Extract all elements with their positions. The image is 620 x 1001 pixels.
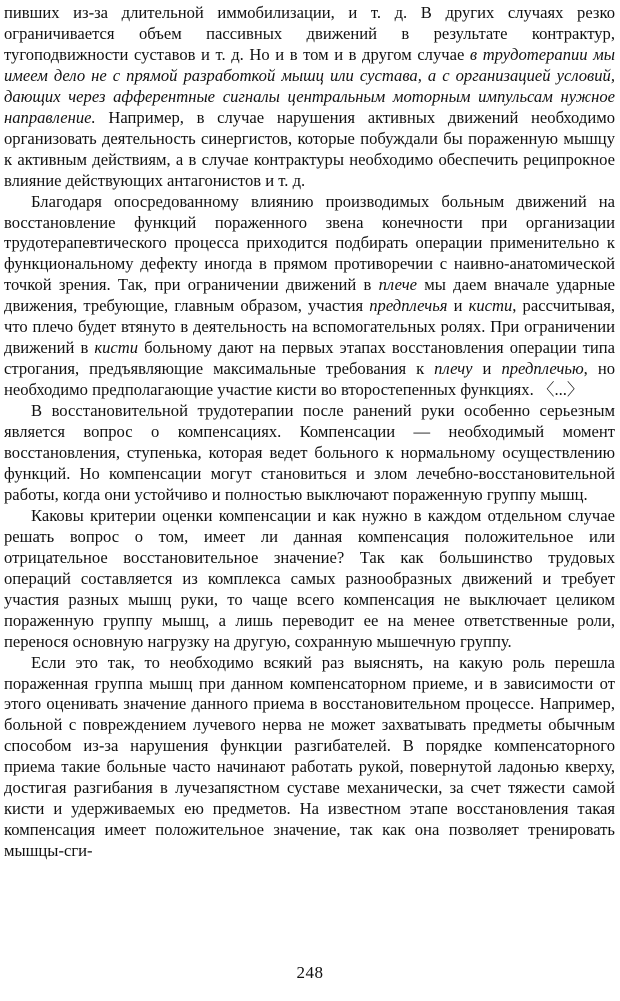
text-run: , но необходимо предполагающие участие кисти во второстепенных функциях. 〈...〉 xyxy=(4,359,615,400)
text-run: В восстановительной трудотерапии после ранений руки особенно серьезным является вопрос о компенсациях. Компенсации — необходимый момент восстановления, ступенька, которая ведет больного к нормальному осуществлению функций. Но компенсации могут становиться и злом лечебно-восстановительной работы, когда они устойчиво и полностью выключают пораженную группу мышц. xyxy=(4,401,615,504)
text-run: и xyxy=(447,296,469,316)
italic-text-run: плече xyxy=(378,275,417,295)
text-run: мы даем вначале ударные движения, требующие, главным образом, участия xyxy=(4,275,615,316)
page-body-text xyxy=(4,3,615,862)
text-run: Благодаря опосредованному влиянию производимых больным движений на восстановление функций пораженного звена конечности при организации трудотерапевтического процесса приходится подбирать операции применительно к функциональному дефекту иногда в прямом противоречии с наивно-анатомической точкой зрения. Так, при ограничении движений в xyxy=(4,191,615,295)
text-run: Если это так, то необходимо всякий раз выяснять, на какую роль перешла пораженная группа мышц при данном компенсаторном приеме, и в зависимости от этого оценивать значение данного приема в восстановительном процессе. Например, больной с повреждением лучевого нерва не может захватывать предметы обычным способом из-за нарушения функции разгибателей. В порядке компенсаторного приема такие больные часто начинают работать рукой, повернутой ладонью кверху, достигая разгибания в лучезапястном суставе механически, за счет тяжести самой кисти и удерживаемых ею предметов. На известном этапе восстановления такая компенсация имеет положительное значение, так как она позволяет тренировать мышцы-сги- xyxy=(4,652,615,861)
text-run: пивших из-за длительной иммобилизации, и т. д. В других случаях резко ограничивается объем пассивных движений в результате контрактур, тугоподвижности суставов и т. д. Но и в том и в другом случае xyxy=(4,3,615,64)
text-run: больному дают на первых этапах восстановления операции типа строгания, предъявляющие максимальные требования к xyxy=(4,338,615,379)
text-run: , рассчитывая, что плечо будет втянуто в деятельность на вспомогательных ролях. При ограничении движений в xyxy=(4,296,616,358)
paragraph xyxy=(4,653,615,863)
paragraph xyxy=(4,506,615,653)
paragraph xyxy=(4,401,615,506)
paragraph xyxy=(4,3,615,192)
italic-text-run: плечу xyxy=(434,359,473,379)
text-run: Например, в случае нарушения активных движений необходимо организовать деятельность синергистов, которые побуждали бы пораженную мышцу к активным действиям, а в случае контрактуры необходимо обеспечить реципрокное влияние действующих антагонистов и т. д. xyxy=(4,107,615,190)
text-run: Каковы критерии оценки компенсации и как нужно в каждом отдельном случае решать вопрос о том, имеет ли данная компенсация положительное или отрицательное восстановительное значение? Так как большинство трудовых операций составляется из комплекса самых разнообразных движений и требует участия разных мышц руки, то чаще всего компенсация не выключает целиком пораженную группу мышц, а лишь переводит ее на менее ответственные роли, перенося основную нагрузку на другую, сохранную мышечную группу. xyxy=(4,505,615,651)
page-number: 248 xyxy=(296,963,324,982)
text-run: и xyxy=(472,359,502,379)
italic-text-run: кисти xyxy=(468,296,513,316)
italic-text-run: в трудотерапии мы имеем дело не с прямой разработкой мышц или сустава, а с организацией условий, дающих через афферентные сигналы центральным моторным импульсам нужное направление. xyxy=(4,44,615,127)
italic-text-run: кисти xyxy=(94,338,139,358)
paragraph xyxy=(4,192,615,402)
italic-text-run: предплечью xyxy=(501,359,584,379)
italic-text-run: предплечья xyxy=(369,296,448,316)
